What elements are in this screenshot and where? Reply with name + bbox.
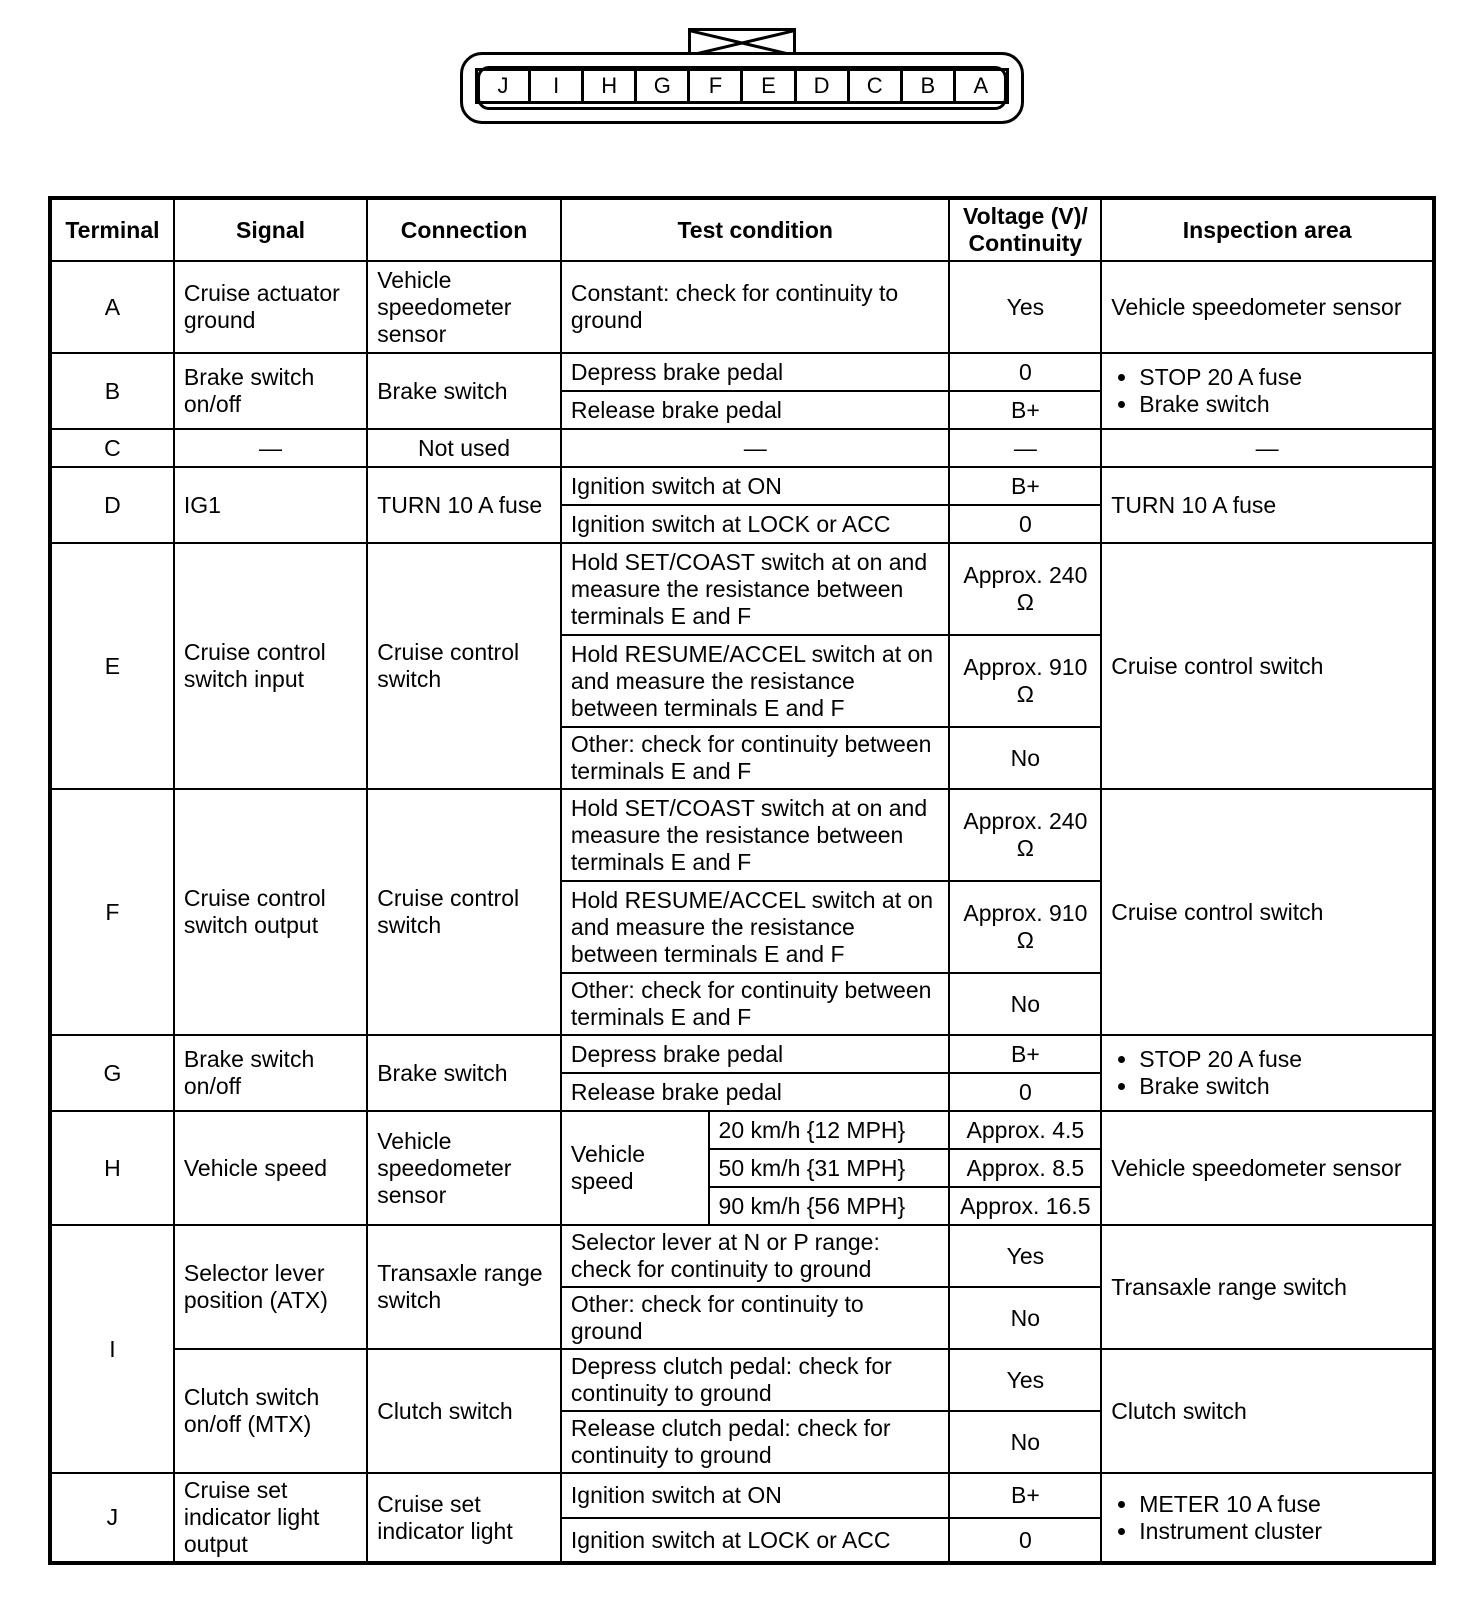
connection-cell: TURN 10 A fuse: [367, 467, 561, 543]
condition-cell: Depress brake pedal: [561, 353, 950, 391]
terminal-cell: A: [50, 261, 174, 353]
connection-cell: Transaxle range switch: [367, 1225, 561, 1349]
value-cell: Approx. 910 Ω: [949, 881, 1101, 973]
value-cell: Approx. 240 Ω: [949, 789, 1101, 881]
terminal-cell: I: [50, 1225, 174, 1473]
terminal-cell: F: [50, 789, 174, 1035]
speed-cell: 50 km/h {31 MPH}: [709, 1149, 950, 1187]
value-cell: B+: [949, 391, 1101, 429]
pin-e: E: [743, 71, 796, 101]
terminal-spec-table: [48, 196, 1436, 1565]
value-cell: Yes: [949, 261, 1101, 353]
inspection-item: • METER 10 A fuse: [1139, 1491, 1423, 1518]
value-cell: 0: [949, 505, 1101, 543]
condition-cell: Constant: check for continuity to ground: [561, 261, 950, 353]
value-cell: Approx. 910 Ω: [949, 635, 1101, 727]
terminal-cell: J: [50, 1473, 174, 1563]
connection-cell: Clutch switch: [367, 1349, 561, 1473]
connection-cell: Brake switch: [367, 353, 561, 429]
condition-cell: Hold RESUME/ACCEL switch at on and measure the resistance between terminals E and F: [561, 635, 950, 727]
inspection-cell: [1101, 353, 1434, 429]
condition-cell: Release brake pedal: [561, 391, 950, 429]
speed-cell: 20 km/h {12 MPH}: [709, 1111, 950, 1149]
inspection-cell: Clutch switch: [1101, 1349, 1434, 1473]
signal-cell: Brake switch on/off: [174, 1035, 367, 1111]
value-cell: —: [949, 429, 1101, 467]
value-cell: 0: [949, 353, 1101, 391]
value-cell: Approx. 4.5: [949, 1111, 1101, 1149]
condition-cell: Other: check for continuity to ground: [561, 1287, 950, 1349]
signal-cell: Vehicle speed: [174, 1111, 367, 1225]
value-cell: 0: [949, 1073, 1101, 1111]
signal-cell: Selector lever position (ATX): [174, 1225, 367, 1349]
condition-cell: Depress clutch pedal: check for continuity to ground: [561, 1349, 950, 1411]
value-cell: B+: [949, 467, 1101, 505]
inspection-cell: [1101, 1473, 1434, 1563]
table-row: [50, 467, 1434, 505]
inspection-item: • STOP 20 A fuse: [1139, 364, 1423, 391]
table-row: [50, 543, 1434, 635]
inspection-item: • STOP 20 A fuse: [1139, 1046, 1423, 1073]
inspection-item: • Brake switch: [1139, 1073, 1423, 1100]
value-cell: Approx. 8.5: [949, 1149, 1101, 1187]
value-cell: Yes: [949, 1225, 1101, 1287]
condition-cell: Ignition switch at ON: [561, 1473, 950, 1518]
value-cell: 0: [949, 1518, 1101, 1563]
signal-cell: —: [174, 429, 367, 467]
value-cell: B+: [949, 1035, 1101, 1073]
condition-cell: Hold RESUME/ACCEL switch at on and measure the resistance between terminals E and F: [561, 881, 950, 973]
condition-cell: Hold SET/COAST switch at on and measure the resistance between terminals E and F: [561, 789, 950, 881]
condition-cell: Selector lever at N or P range: check for continuity to ground: [561, 1225, 950, 1287]
connection-cell: Cruise control switch: [367, 543, 561, 789]
table-row: [50, 353, 1434, 391]
table-row: [50, 429, 1434, 467]
condition-cell: —: [561, 429, 950, 467]
header-voltage: Voltage (V)/ Continuity: [949, 198, 1101, 261]
inspection-cell: [1101, 1035, 1434, 1111]
value-cell: No: [949, 1411, 1101, 1473]
table-row: [50, 1111, 1434, 1149]
signal-cell: Brake switch on/off: [174, 353, 367, 429]
signal-cell: Cruise control switch output: [174, 789, 367, 1035]
header-signal: Signal: [174, 198, 367, 261]
inspection-cell: —: [1101, 429, 1434, 467]
condition-cell: Hold SET/COAST switch at on and measure the resistance between terminals E and F: [561, 543, 950, 635]
connector-key: [688, 28, 796, 52]
value-cell: Approx. 240 Ω: [949, 543, 1101, 635]
speed-cell: 90 km/h {56 MPH}: [709, 1187, 950, 1225]
pin-b: B: [903, 71, 956, 101]
terminal-cell: H: [50, 1111, 174, 1225]
terminal-cell: B: [50, 353, 174, 429]
table-row: [50, 261, 1434, 353]
signal-cell: Cruise actuator ground: [174, 261, 367, 353]
condition-cell: Release brake pedal: [561, 1073, 950, 1111]
condition-cell: Depress brake pedal: [561, 1035, 950, 1073]
pin-i: I: [531, 71, 584, 101]
inspection-cell: Vehicle speedometer sensor: [1101, 261, 1434, 353]
table-row: [50, 789, 1434, 881]
condition-cell: Release clutch pedal: check for continuity to ground: [561, 1411, 950, 1473]
pin-j: J: [475, 71, 531, 101]
value-cell: No: [949, 1287, 1101, 1349]
value-cell: B+: [949, 1473, 1101, 1518]
table-header-row: [50, 198, 1434, 261]
inspection-cell: TURN 10 A fuse: [1101, 467, 1434, 543]
inspection-item: • Instrument cluster: [1139, 1518, 1423, 1545]
terminal-cell: D: [50, 467, 174, 543]
inspection-cell: Transaxle range switch: [1101, 1225, 1434, 1349]
value-cell: No: [949, 973, 1101, 1035]
value-cell: No: [949, 727, 1101, 789]
header-test-condition: Test condition: [561, 198, 950, 261]
signal-cell: Clutch switch on/off (MTX): [174, 1349, 367, 1473]
header-terminal: Terminal: [50, 198, 174, 261]
pin-d: D: [797, 71, 850, 101]
pin-g: G: [637, 71, 690, 101]
pin-c: C: [850, 71, 903, 101]
pin-h: H: [584, 71, 637, 101]
value-cell: Approx. 16.5: [949, 1187, 1101, 1225]
inspection-cell: Cruise control switch: [1101, 789, 1434, 1035]
terminal-cell: C: [50, 429, 174, 467]
condition-cell: Other: check for continuity between terminals E and F: [561, 973, 950, 1035]
inspection-cell: Cruise control switch: [1101, 543, 1434, 789]
connector-pins: [475, 68, 1009, 104]
connection-cell: Vehicle speedometer sensor: [367, 1111, 561, 1225]
pin-f: F: [690, 71, 743, 101]
table-row: [50, 1473, 1434, 1518]
table-row: [50, 1225, 1434, 1287]
header-inspection: Inspection area: [1101, 198, 1434, 261]
terminal-cell: G: [50, 1035, 174, 1111]
inspection-item: • Brake switch: [1139, 391, 1423, 418]
header-connection: Connection: [367, 198, 561, 261]
table-row: [50, 1035, 1434, 1073]
value-cell: Yes: [949, 1349, 1101, 1411]
connection-cell: Cruise control switch: [367, 789, 561, 1035]
condition-cell: Other: check for continuity between terminals E and F: [561, 727, 950, 789]
signal-cell: Cruise set indicator light output: [174, 1473, 367, 1563]
connection-cell: Cruise set indicator light: [367, 1473, 561, 1563]
condition-cell: Vehicle speed: [561, 1111, 709, 1225]
pin-a: A: [956, 71, 1009, 101]
table-row: [50, 1349, 1434, 1411]
signal-cell: Cruise control switch input: [174, 543, 367, 789]
terminal-cell: E: [50, 543, 174, 789]
inspection-cell: Vehicle speedometer sensor: [1101, 1111, 1434, 1225]
condition-cell: Ignition switch at ON: [561, 467, 950, 505]
condition-cell: Ignition switch at LOCK or ACC: [561, 505, 950, 543]
connection-cell: Not used: [367, 429, 561, 467]
connection-cell: Brake switch: [367, 1035, 561, 1111]
connection-cell: Vehicle speedometer sensor: [367, 261, 561, 353]
signal-cell: IG1: [174, 467, 367, 543]
condition-cell: Ignition switch at LOCK or ACC: [561, 1518, 950, 1563]
